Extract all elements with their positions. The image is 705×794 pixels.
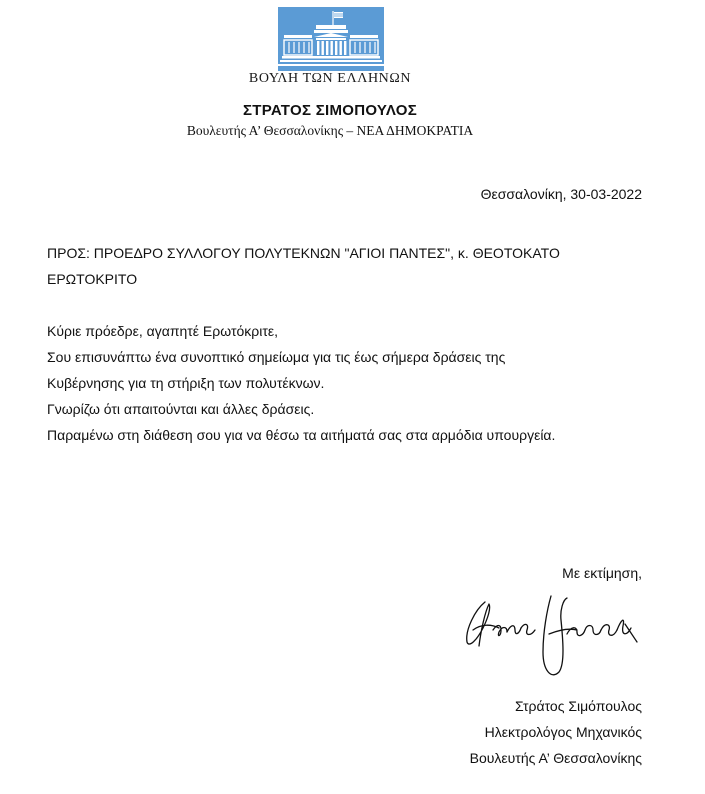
parliament-logo-icon	[278, 7, 384, 71]
signature-block	[470, 693, 642, 771]
mp-name: ΣΤΡΑΤΟΣ ΣΙΜΟΠΟΥΛΟΣ	[242, 102, 418, 119]
body-line: Κυβέρνησης για τη στήριξη των πολυτέκνων.	[47, 375, 325, 391]
parliament-building-icon	[278, 7, 384, 71]
body-line: Κύριε πρόεδρε, αγαπητέ Ερωτόκριτε,	[47, 323, 279, 339]
body-line: Γνωρίζω ότι απαιτούνται και άλλες δράσεις.	[47, 401, 315, 417]
handwritten-signature-icon	[455, 590, 645, 685]
signer-name: Στράτος Σιμόπουλος	[515, 698, 642, 714]
recipient-line: ΕΡΩΤΟΚΡΙΤΟ	[47, 271, 138, 287]
letter-date: Θεσσαλονίκη, 30-03-2022	[480, 186, 642, 202]
mp-role: Βουλευτής Α’ Θεσσαλονίκης – ΝΕΑ ΔΗΜΟΚΡΑΤΙΑ	[186, 123, 474, 138]
recipient-line: ΠΡΟΣ: ΠΡΟΕΔΡΟ ΣΥΛΛΟΓΟΥ ΠΟΛΥΤΕΚΝΩΝ "ΑΓΙΟΙ ΠΑΝΤΕΣ", κ. ΘΕΟΤΟΚΑΤΟ	[47, 245, 560, 261]
closing: Με εκτίμηση,	[562, 565, 642, 581]
signer-title: Βουλευτής Α’ Θεσσαλονίκης	[469, 750, 642, 766]
letter-body	[47, 318, 667, 448]
signer-profession: Ηλεκτρολόγος Μηχανικός	[484, 724, 642, 740]
body-line: Παραμένω στη διάθεση σου για να θέσω τα αιτήματά σας στα αρμόδια υπουργεία.	[47, 427, 556, 443]
signature-icon	[455, 590, 645, 685]
body-line: Σου επισυνάπτω ένα συνοπτικό σημείωμα για τις έως σήμερα δράσεις της	[47, 349, 506, 365]
parliament-title: ΒΟΥΛΗ ΤΩΝ ΕΛΛΗΝΩΝ	[248, 71, 412, 86]
recipient	[47, 240, 647, 292]
